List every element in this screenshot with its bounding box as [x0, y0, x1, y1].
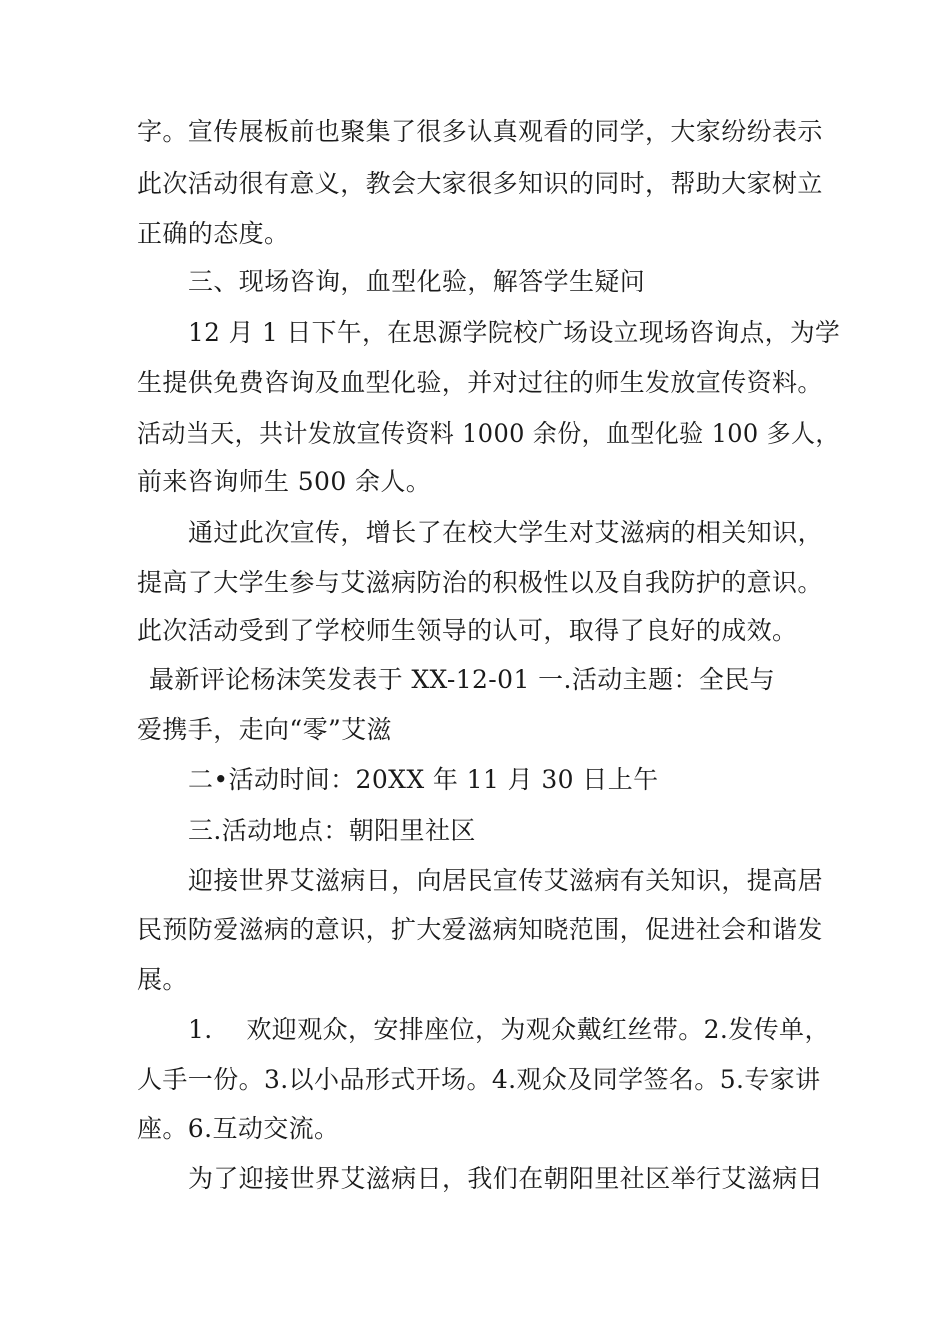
body-text-line: 活动当天，共计发放宣传资料 1000 余份，血型化验 100 多人， [137, 419, 840, 448]
body-text-line: 民预防爱滋病的意识，扩大爱滋病知晓范围，促进社会和谐发 [137, 915, 823, 944]
comment-line: 最新评论杨沫笑发表于 XX-12-01 一.活动主题：全民与 [149, 665, 776, 694]
body-text-line: 爱携手，走向“零”艾滋 [137, 715, 392, 744]
body-text-line: 迎接世界艾滋病日，向居民宣传艾滋病有关知识，提高居 [188, 866, 824, 895]
body-text-line: 人手一份。3.以小品形式开场。4.观众及同学签名。5.专家讲 [137, 1065, 821, 1094]
body-text-line: 1. 欢迎观众，安排座位，为观众戴红丝带。2.发传单， [188, 1015, 830, 1044]
body-text-line: 12 月 1 日下午，在思源学院校广场设立现场咨询点，为学 [188, 318, 841, 347]
body-text-line: 前来咨询师生 500 余人。 [137, 467, 432, 496]
body-text-line: 座。6.互动交流。 [137, 1114, 340, 1143]
body-text-line: 生提供免费咨询及血型化验，并对过往的师生发放宣传资料。 [137, 368, 823, 397]
body-text-line: 为了迎接世界艾滋病日，我们在朝阳里社区举行艾滋病日 [188, 1164, 824, 1193]
body-text-line: 二•活动时间：20XX 年 11 月 30 日上午 [188, 765, 659, 794]
body-text-line: 提高了大学生参与艾滋病防治的积极性以及自我防护的意识。 [137, 568, 823, 597]
body-text-line: 字。宣传展板前也聚集了很多认真观看的同学，大家纷纷表示 [137, 117, 823, 146]
section-heading: 三、现场咨询，血型化验，解答学生疑问 [188, 267, 646, 296]
body-text-line: 通过此次宣传，增长了在校大学生对艾滋病的相关知识， [188, 518, 824, 547]
body-text-line: 展。 [137, 965, 188, 994]
body-text-line: 正确的态度。 [137, 219, 290, 248]
body-text-line: 此次活动很有意义，教会大家很多知识的同时，帮助大家树立 [137, 169, 823, 198]
body-text-line: 此次活动受到了学校师生领导的认可，取得了良好的成效。 [137, 616, 798, 645]
body-text-line: 三.活动地点：朝阳里社区 [188, 816, 476, 845]
